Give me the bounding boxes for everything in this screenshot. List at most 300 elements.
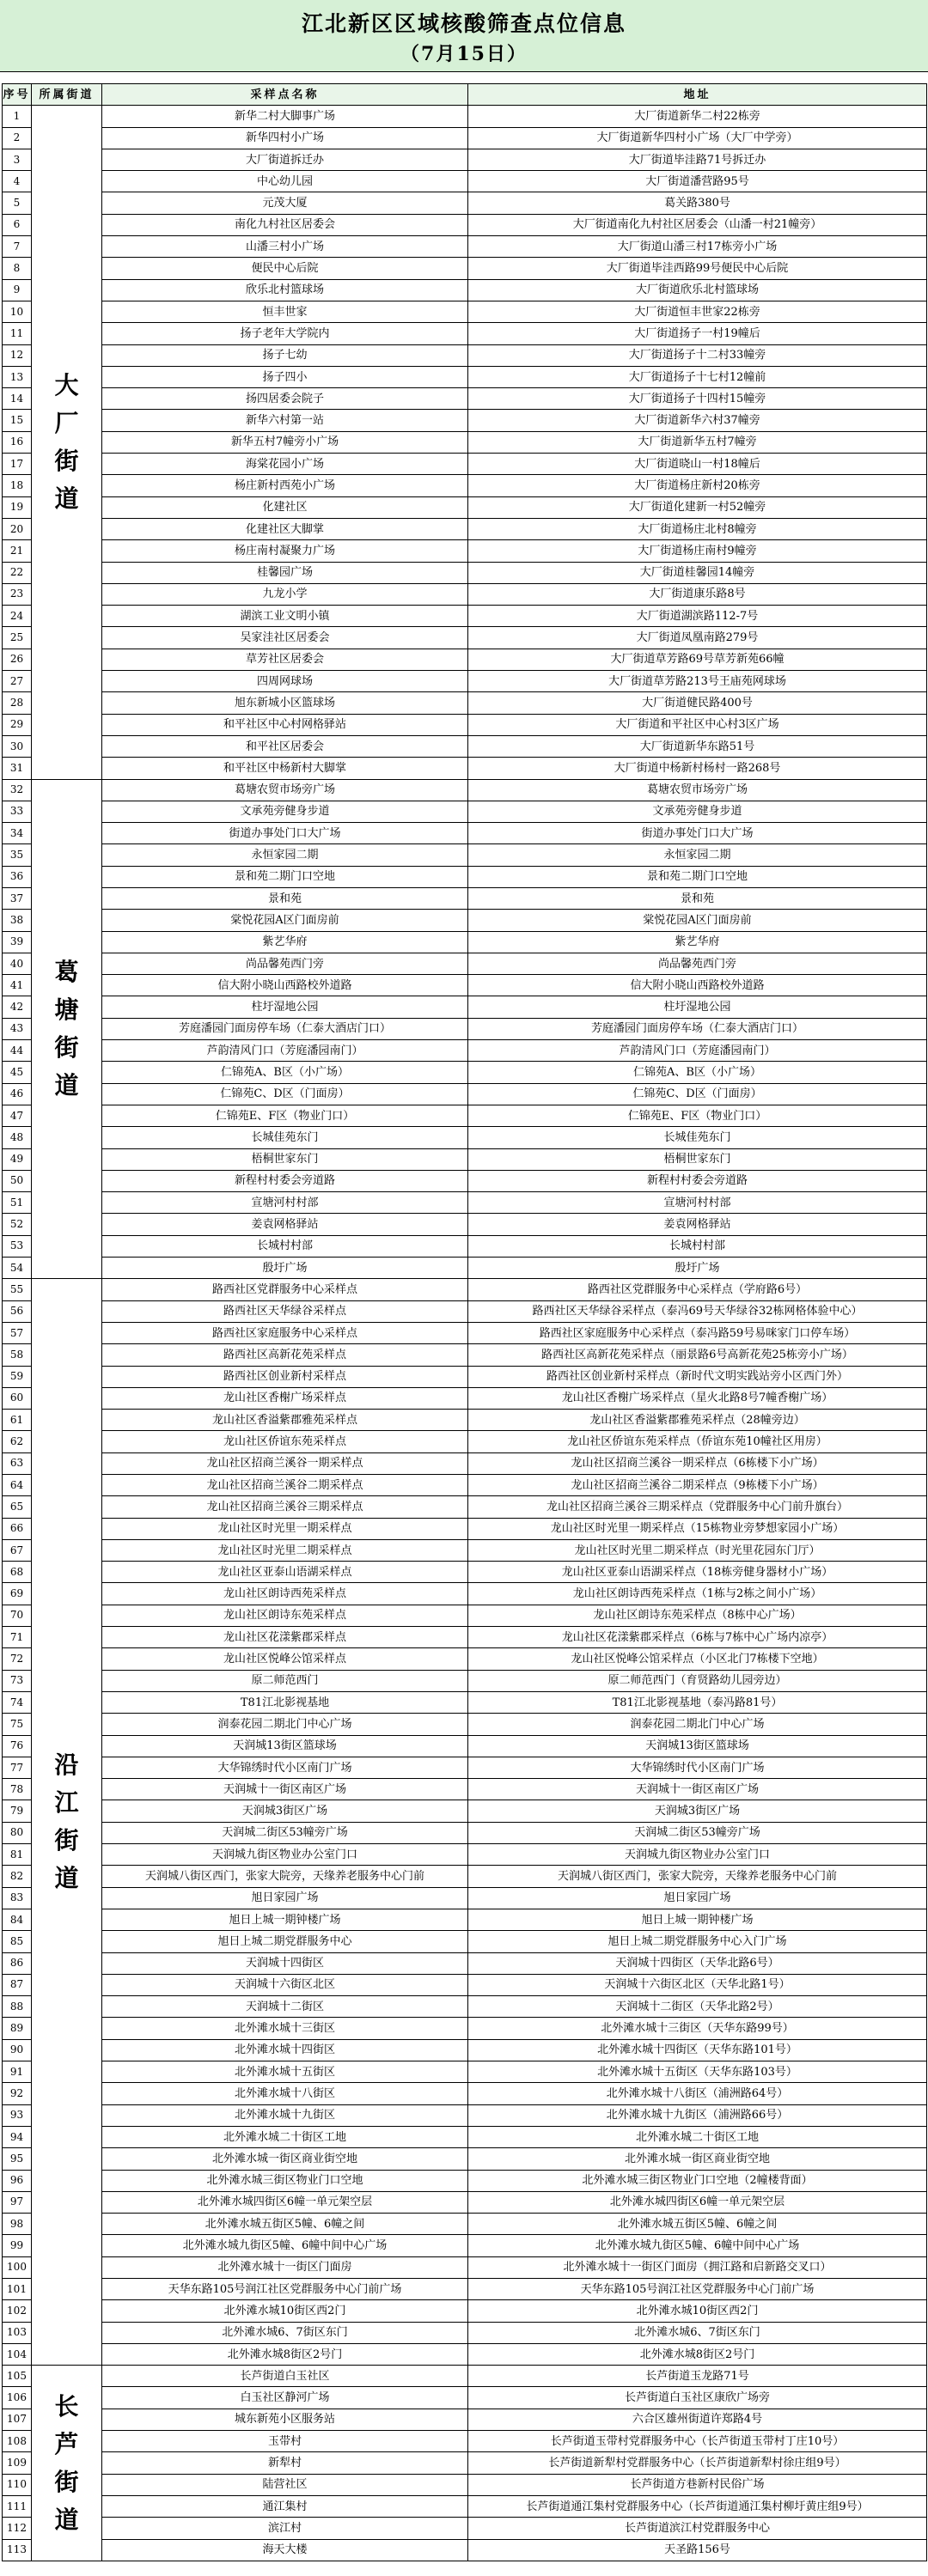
table-row — [3, 1931, 927, 1952]
site-name: 天润城十一街区南区广场 — [102, 1779, 468, 1800]
site-address: 大厂街道毕洼西路99号便民中心后院 — [468, 258, 927, 279]
table-row — [3, 714, 927, 735]
row-index: 44 — [3, 1040, 32, 1062]
row-index: 4 — [3, 171, 32, 192]
site-name: 润泰花园二期北门中心广场 — [102, 1714, 468, 1735]
site-address: 仁锦苑C、D区（门面房） — [468, 1083, 927, 1105]
row-index: 45 — [3, 1062, 32, 1083]
site-name: 天润城3街区广场 — [102, 1800, 468, 1822]
row-index: 75 — [3, 1714, 32, 1735]
site-address: 龙山社区侨谊东苑采样点（侨谊东苑10幢社区用房） — [468, 1431, 927, 1452]
table-body — [3, 106, 927, 2561]
table-row — [3, 649, 927, 670]
table-row — [3, 779, 927, 801]
site-name: 恒丰世家 — [102, 301, 468, 322]
site-name: 龙山社区香榭广场采样点 — [102, 1387, 468, 1409]
site-address: 大厂街道新华二村22栋旁 — [468, 106, 927, 127]
site-address: 北外滩水城一街区商业街空地 — [468, 2148, 927, 2170]
row-index: 35 — [3, 844, 32, 866]
site-address: 天润城八街区西门，张家大院旁，天缘养老服务中心门前 — [468, 1866, 927, 1887]
table-row — [3, 1735, 927, 1757]
row-index: 33 — [3, 801, 32, 822]
table-row — [3, 1996, 927, 2018]
site-address: 大厂街道扬子十七村12幢前 — [468, 366, 927, 387]
site-address: 路西社区高新花苑采样点（丽景路6号高新花苑25栋旁小广场） — [468, 1344, 927, 1366]
table-row — [3, 1866, 927, 1887]
table-row — [3, 1583, 927, 1605]
table-row — [3, 192, 927, 214]
row-index: 67 — [3, 1539, 32, 1561]
table-row — [3, 1714, 927, 1735]
site-name: 旭日上城二期党群服务中心 — [102, 1931, 468, 1952]
row-index: 37 — [3, 887, 32, 909]
site-address: 大厂街道扬子一村19幢后 — [468, 323, 927, 344]
site-name: 长城村村部 — [102, 1235, 468, 1257]
site-address: 润泰花园二期北门中心广场 — [468, 1714, 927, 1735]
site-name: 路西社区创业新村采样点 — [102, 1366, 468, 1387]
site-name: 北外滩水城五街区5幢、6幢之间 — [102, 2214, 468, 2235]
table-row — [3, 692, 927, 714]
site-name: 北外滩水城十五街区 — [102, 2061, 468, 2083]
row-index: 12 — [3, 344, 32, 366]
site-name: 吴家洼社区居委会 — [102, 627, 468, 649]
row-index: 6 — [3, 214, 32, 235]
sampling-sites-table — [2, 83, 927, 2561]
site-name: 仁锦苑C、D区（门面房） — [102, 1083, 468, 1105]
table-row — [3, 953, 927, 974]
site-name: 新华五村7幢旁小广场 — [102, 431, 468, 453]
site-address: 仁锦苑A、B区（小广场） — [468, 1062, 927, 1083]
site-name: 和平社区居委会 — [102, 735, 468, 757]
site-address: 大厂街道恒丰世家22栋旁 — [468, 301, 927, 322]
site-name: 南化九村社区居委会 — [102, 214, 468, 235]
site-name: 新华四村小广场 — [102, 127, 468, 149]
site-name: 北外滩水城十三街区 — [102, 2018, 468, 2039]
site-name: 通江集村 — [102, 2495, 468, 2517]
site-name: 杨庄南村凝聚力广场 — [102, 540, 468, 562]
row-index: 70 — [3, 1605, 32, 1626]
table-row — [3, 454, 927, 475]
table-row — [3, 2343, 927, 2365]
table-row — [3, 931, 927, 953]
site-address: 大厂街道杨庄新村20栋旁 — [468, 475, 927, 496]
row-index: 49 — [3, 1148, 32, 1170]
site-address: 旭日上城一期钟楼广场 — [468, 1909, 927, 1930]
site-name: 北外滩水城十八街区 — [102, 2083, 468, 2104]
site-name: 新程村村委会旁道路 — [102, 1170, 468, 1191]
table-row — [3, 1322, 927, 1343]
site-name: 芳庭潘园门面房停车场（仁泰大酒店门口） — [102, 1018, 468, 1039]
site-name: 元茂大厦 — [102, 192, 468, 214]
site-name: 和平社区中心村网格驿站 — [102, 714, 468, 735]
row-index: 39 — [3, 931, 32, 953]
table-row — [3, 1344, 927, 1366]
site-address: 葛关路380号 — [468, 192, 927, 214]
street-name: 大厂街道 — [54, 370, 79, 513]
site-name: 大华锦绣时代小区南门广场 — [102, 1757, 468, 1778]
site-name: 葛塘农贸市场旁广场 — [102, 779, 468, 801]
row-index: 29 — [3, 714, 32, 735]
row-index: 80 — [3, 1822, 32, 1843]
table-row — [3, 2431, 927, 2452]
site-name: 龙山社区招商兰溪谷一期采样点 — [102, 1452, 468, 1474]
site-address: 永恒家园二期 — [468, 844, 927, 866]
column-header-address: 地址 — [468, 84, 927, 106]
row-index: 103 — [3, 2322, 32, 2343]
site-address: 天润城十一街区南区广场 — [468, 1779, 927, 1800]
site-name: 原二师范西门 — [102, 1670, 468, 1691]
table-row — [3, 301, 927, 322]
site-name: 路西社区高新花苑采样点 — [102, 1344, 468, 1366]
row-index: 53 — [3, 1235, 32, 1257]
row-index: 79 — [3, 1800, 32, 1822]
table-row — [3, 2278, 927, 2299]
street-name-cell — [32, 2366, 102, 2561]
table-row — [3, 1452, 927, 1474]
site-address: 龙山社区招商兰溪谷二期采样点（9栋楼下小广场） — [468, 1475, 927, 1496]
row-index: 64 — [3, 1475, 32, 1496]
site-name: 新华二村大脚事广场 — [102, 106, 468, 127]
table-row — [3, 1648, 927, 1670]
row-index: 94 — [3, 2126, 32, 2147]
site-address: 大厂街道扬子十四村15幢旁 — [468, 388, 927, 410]
table-row — [3, 1757, 927, 1778]
site-address: 北外滩水城十四街区（天华东路101号） — [468, 2039, 927, 2061]
table-row — [3, 149, 927, 170]
row-index: 11 — [3, 323, 32, 344]
row-index: 72 — [3, 1648, 32, 1670]
row-index: 60 — [3, 1387, 32, 1409]
table-row — [3, 2235, 927, 2256]
site-name: 龙山社区悦峰公馆采样点 — [102, 1648, 468, 1670]
site-address: 大厂街道南化九村社区居委会（山潘一村21幢旁） — [468, 214, 927, 235]
site-name: 桂馨园广场 — [102, 562, 468, 583]
table-row — [3, 1952, 927, 1974]
site-address: 天润城十六街区北区（天华北路1号） — [468, 1974, 927, 1995]
site-address: 旭日家园广场 — [468, 1887, 927, 1909]
site-name: 扬子老年大学院内 — [102, 323, 468, 344]
site-address: 天润城十二街区（天华北路2号） — [468, 1996, 927, 2018]
table-row — [3, 2018, 927, 2039]
table-row — [3, 1018, 927, 1039]
site-address: 景和苑 — [468, 887, 927, 909]
row-index: 97 — [3, 2191, 32, 2213]
street-name: 长芦街道 — [54, 2391, 79, 2534]
site-address: 旭日上城二期党群服务中心入门广场 — [468, 1931, 927, 1952]
page-subtitle: （7月15日） — [400, 43, 528, 65]
site-name: 四周网球场 — [102, 671, 468, 692]
table-row — [3, 1779, 927, 1800]
table-row — [3, 2366, 927, 2387]
site-address: 龙山社区朗诗西苑采样点（1栋与2栋之间小广场） — [468, 1583, 927, 1605]
row-index: 62 — [3, 1431, 32, 1452]
table-row — [3, 518, 927, 539]
table-row — [3, 1387, 927, 1409]
row-index: 24 — [3, 606, 32, 627]
site-name: 棠悦花园A区门面房前 — [102, 910, 468, 931]
site-address: 北外滩水城十三街区（天华东路99号） — [468, 2018, 927, 2039]
table-row — [3, 844, 927, 866]
row-index: 105 — [3, 2366, 32, 2387]
table-row — [3, 2039, 927, 2061]
site-name: 路西社区家庭服务中心采样点 — [102, 1322, 468, 1343]
table-row — [3, 540, 927, 562]
table-row — [3, 1258, 927, 1279]
site-name: 草芳社区居委会 — [102, 649, 468, 670]
site-name: 欣乐北村篮球场 — [102, 279, 468, 301]
table-row — [3, 1887, 927, 1909]
site-name: 路西社区天华绿谷采样点 — [102, 1300, 468, 1322]
site-address: 天华东路105号润江社区党群服务中心门前广场 — [468, 2278, 927, 2299]
row-index: 78 — [3, 1779, 32, 1800]
row-index: 25 — [3, 627, 32, 649]
table-row — [3, 1214, 927, 1235]
row-index: 95 — [3, 2148, 32, 2170]
row-index: 10 — [3, 301, 32, 322]
site-address: 大厂街道凤凰南路279号 — [468, 627, 927, 649]
table-row — [3, 1627, 927, 1648]
table-header-row — [3, 84, 927, 106]
site-name: 中心幼儿园 — [102, 171, 468, 192]
site-name: 尚品馨苑西门旁 — [102, 953, 468, 974]
site-name: 旭东新城小区篮球场 — [102, 692, 468, 714]
table-row — [3, 1822, 927, 1843]
table-row — [3, 1148, 927, 1170]
row-index: 84 — [3, 1909, 32, 1930]
row-index: 5 — [3, 192, 32, 214]
site-address: 仁锦苑E、F区（物业门口） — [468, 1105, 927, 1126]
row-index: 106 — [3, 2387, 32, 2409]
table-row — [3, 2409, 927, 2430]
row-index: 81 — [3, 1844, 32, 1866]
row-index: 71 — [3, 1627, 32, 1648]
row-index: 63 — [3, 1452, 32, 1474]
site-address: 长城佳苑东门 — [468, 1127, 927, 1148]
site-address: 大厂街道草芳路69号草芳新苑66幢 — [468, 649, 927, 670]
column-header-site-name: 采样点名称 — [102, 84, 468, 106]
site-address: 大厂街道欣乐北村篮球场 — [468, 279, 927, 301]
site-address: 姜袁网格驿站 — [468, 1214, 927, 1235]
site-address: 大厂街道晓山一村18幢后 — [468, 454, 927, 475]
site-address: T81江北影视基地（泰冯路81号） — [468, 1691, 927, 1713]
site-name: 天润城九街区物业办公室门口 — [102, 1844, 468, 1866]
row-index: 56 — [3, 1300, 32, 1322]
site-address: 北外滩水城九街区5幢、6幢中间中心广场 — [468, 2235, 927, 2256]
table-row — [3, 823, 927, 844]
table-row — [3, 2256, 927, 2278]
table-row — [3, 496, 927, 518]
row-index: 101 — [3, 2278, 32, 2299]
site-name: 信大附小晓山西路校外道路 — [102, 975, 468, 996]
street-name-cell — [32, 1279, 102, 2366]
row-index: 27 — [3, 671, 32, 692]
row-index: 77 — [3, 1757, 32, 1778]
site-address: 北外滩水城十五街区（天华东路103号） — [468, 2061, 927, 2083]
site-name: 天润城八街区西门，张家大院旁，天缘养老服务中心门前 — [102, 1866, 468, 1887]
site-address: 北外滩水城三街区物业门口空地（2幢楼背面） — [468, 2170, 927, 2191]
table-row — [3, 1105, 927, 1126]
site-address: 天润城二街区53幢旁广场 — [468, 1822, 927, 1843]
table-row — [3, 2387, 927, 2409]
table-row — [3, 258, 927, 279]
site-address: 尚品馨苑西门旁 — [468, 953, 927, 974]
site-address: 龙山社区悦峰公馆采样点（小区北门7栋楼下空地） — [468, 1648, 927, 1670]
site-address: 大厂街道草芳路213号王庙苑网球场 — [468, 671, 927, 692]
row-index: 86 — [3, 1952, 32, 1974]
site-name: 龙山社区香溢紫郡雅苑采样点 — [102, 1410, 468, 1431]
site-name: 文承苑旁健身步道 — [102, 801, 468, 822]
site-name: 旭日家园广场 — [102, 1887, 468, 1909]
row-index: 43 — [3, 1018, 32, 1039]
site-name: 玉带村 — [102, 2431, 468, 2452]
site-name: 宣塘河村村部 — [102, 1192, 468, 1214]
site-name: 柱圩湿地公园 — [102, 996, 468, 1018]
row-index: 55 — [3, 1279, 32, 1300]
site-name: 山潘三村小广场 — [102, 236, 468, 258]
table-row — [3, 2495, 927, 2517]
site-name: 芦韵清风门口（芳庭潘园南门） — [102, 1040, 468, 1062]
row-index: 18 — [3, 475, 32, 496]
table-row — [3, 171, 927, 192]
table-row — [3, 2518, 927, 2539]
table-row — [3, 1431, 927, 1452]
table-row — [3, 2214, 927, 2235]
row-index: 38 — [3, 910, 32, 931]
site-address: 大厂街道湖滨路112-7号 — [468, 606, 927, 627]
table-row — [3, 2083, 927, 2104]
site-name: 新华六村第一站 — [102, 410, 468, 431]
row-index: 73 — [3, 1670, 32, 1691]
site-name: 长城佳苑东门 — [102, 1127, 468, 1148]
row-index: 99 — [3, 2235, 32, 2256]
row-index: 88 — [3, 1996, 32, 2018]
site-name: 龙山社区招商兰溪谷三期采样点 — [102, 1496, 468, 1518]
row-index: 46 — [3, 1083, 32, 1105]
row-index: 7 — [3, 236, 32, 258]
row-index: 23 — [3, 583, 32, 605]
site-name: 扬子四小 — [102, 366, 468, 387]
site-address: 大厂街道潘营路95号 — [468, 171, 927, 192]
site-name: 景和苑 — [102, 887, 468, 909]
site-name: 旭日上城一期钟楼广场 — [102, 1909, 468, 1930]
row-index: 83 — [3, 1887, 32, 1909]
site-name: 陆营社区 — [102, 2474, 468, 2495]
row-index: 104 — [3, 2343, 32, 2365]
site-address: 北外滩水城二十街区工地 — [468, 2126, 927, 2147]
site-address: 龙山社区亚泰山语湖采样点（18栋旁健身器材小广场） — [468, 1562, 927, 1583]
row-index: 13 — [3, 366, 32, 387]
row-index: 48 — [3, 1127, 32, 1148]
row-index: 31 — [3, 758, 32, 779]
site-address: 北外滩水城五街区5幢、6幢之间 — [468, 2214, 927, 2235]
site-name: 仁锦苑E、F区（物业门口） — [102, 1105, 468, 1126]
table-row — [3, 236, 927, 258]
site-name: 永恒家园二期 — [102, 844, 468, 866]
site-name: 紫艺华府 — [102, 931, 468, 953]
table-row — [3, 1062, 927, 1083]
site-address: 天润城13街区篮球场 — [468, 1735, 927, 1757]
site-name: 白玉社区静河广场 — [102, 2387, 468, 2409]
row-index: 54 — [3, 1258, 32, 1279]
site-name: 北外滩水城十九街区 — [102, 2104, 468, 2126]
site-name: 景和苑二期门口空地 — [102, 866, 468, 887]
site-address: 北外滩水城6、7街区东门 — [468, 2322, 927, 2343]
site-address: 大华锦绣时代小区南门广场 — [468, 1757, 927, 1778]
row-index: 87 — [3, 1974, 32, 1995]
street-name-cell — [32, 106, 102, 779]
row-index: 66 — [3, 1518, 32, 1539]
row-index: 61 — [3, 1410, 32, 1431]
site-name: 大厂街道拆迁办 — [102, 149, 468, 170]
site-address: 长芦街道玉龙路71号 — [468, 2366, 927, 2387]
table-row — [3, 1539, 927, 1561]
site-address: 大厂街道中杨新村杨村一路268号 — [468, 758, 927, 779]
site-name: 龙山社区时光里一期采样点 — [102, 1518, 468, 1539]
site-address: 宣塘河村村部 — [468, 1192, 927, 1214]
site-name: 天润城十四街区 — [102, 1952, 468, 1974]
site-name: 天润城二街区53幢旁广场 — [102, 1822, 468, 1843]
row-index: 96 — [3, 2170, 32, 2191]
row-index: 85 — [3, 1931, 32, 1952]
row-index: 111 — [3, 2495, 32, 2517]
row-index: 51 — [3, 1192, 32, 1214]
site-address: 六合区雄州街道许郑路4号 — [468, 2409, 927, 2430]
site-name: 化建社区大脚掌 — [102, 518, 468, 539]
table-row — [3, 2300, 927, 2322]
row-index: 52 — [3, 1214, 32, 1235]
row-index: 34 — [3, 823, 32, 844]
site-address: 天润城十四街区（天华北路6号） — [468, 1952, 927, 1974]
site-name: 仁锦苑A、B区（小广场） — [102, 1062, 468, 1083]
table-row — [3, 1800, 927, 1822]
site-name: 北外滩水城8街区2号门 — [102, 2343, 468, 2365]
table-row — [3, 2061, 927, 2083]
row-index: 32 — [3, 779, 32, 801]
table-row — [3, 1040, 927, 1062]
site-name: 北外滩水城十一街区门面房 — [102, 2256, 468, 2278]
site-address: 北外滩水城四街区6幢一单元架空层 — [468, 2191, 927, 2213]
site-address: 长芦街道白玉社区康欣广场旁 — [468, 2387, 927, 2409]
row-index: 30 — [3, 735, 32, 757]
site-address: 大厂街道杨庄北村8幢旁 — [468, 518, 927, 539]
table-row — [3, 475, 927, 496]
row-index: 82 — [3, 1866, 32, 1887]
site-name: 龙山社区招商兰溪谷二期采样点 — [102, 1475, 468, 1496]
row-index: 1 — [3, 106, 32, 127]
site-name: 天润城十六街区北区 — [102, 1974, 468, 1995]
table-row — [3, 214, 927, 235]
table-row — [3, 1170, 927, 1191]
site-address: 芦韵清风门口（芳庭潘园南门） — [468, 1040, 927, 1062]
site-address: 信大附小晓山西路校外道路 — [468, 975, 927, 996]
row-index: 57 — [3, 1322, 32, 1343]
site-name: 扬子七幼 — [102, 344, 468, 366]
site-name: 和平社区中杨新村大脚掌 — [102, 758, 468, 779]
site-address: 龙山社区香榭广场采样点（星火北路8号7幢香榭广场） — [468, 1387, 927, 1409]
column-header-street: 所属街道 — [32, 84, 102, 106]
row-index: 112 — [3, 2518, 32, 2539]
table-row — [3, 801, 927, 822]
site-address: 长芦街道新犁村党群服务中心（长芦街道新犁村徐庄组9号） — [468, 2452, 927, 2474]
row-index: 50 — [3, 1170, 32, 1191]
site-address: 长芦街道玉带村党群服务中心（长芦街道玉带村丁庄10号） — [468, 2431, 927, 2452]
row-index: 90 — [3, 2039, 32, 2061]
site-address: 大厂街道杨庄南村9幢旁 — [468, 540, 927, 562]
table-row — [3, 388, 927, 410]
table-row — [3, 1518, 927, 1539]
site-name: 杨庄新村西苑小广场 — [102, 475, 468, 496]
row-index: 91 — [3, 2061, 32, 2083]
